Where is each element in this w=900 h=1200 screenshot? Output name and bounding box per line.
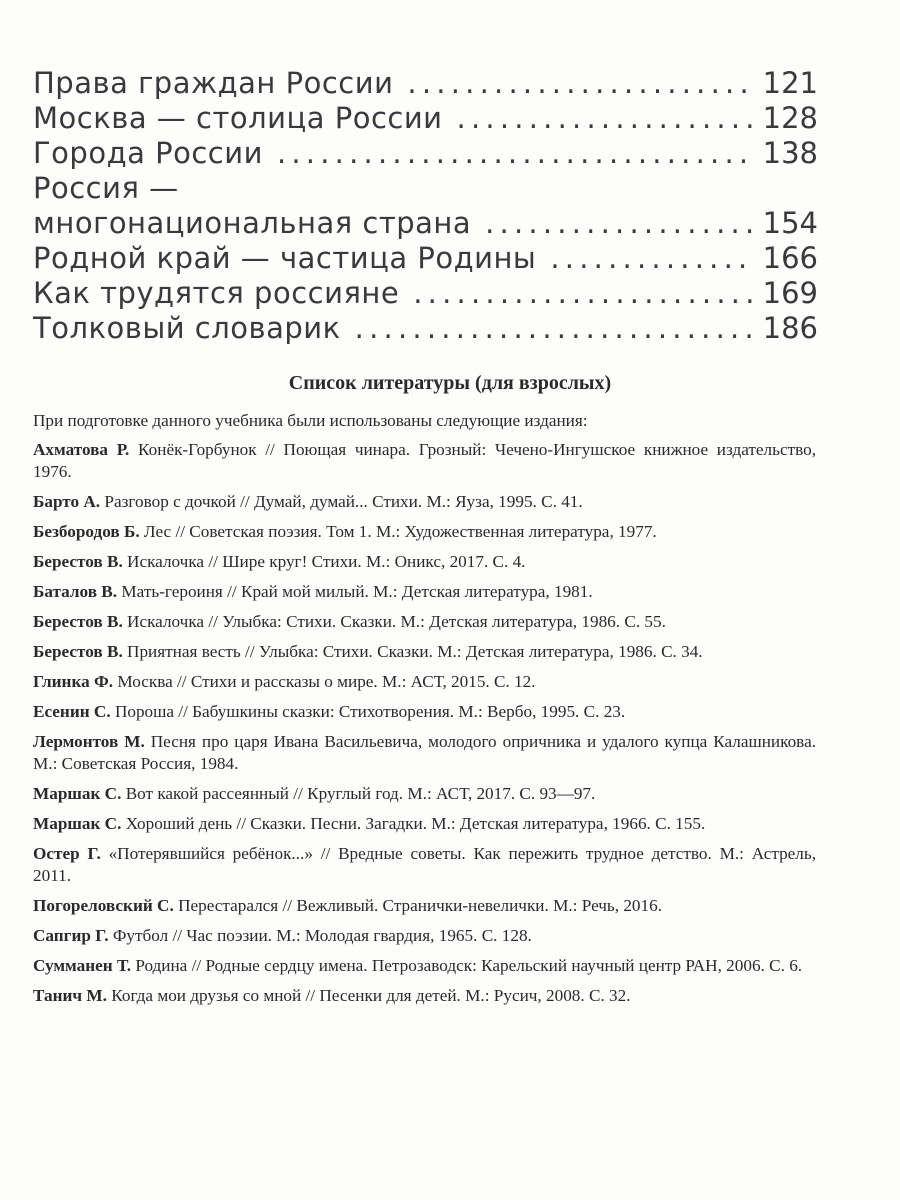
bibliography-entries — [33, 439, 816, 1007]
entry-author: Безбородов Б. — [33, 522, 140, 541]
entry-author: Барто А. — [33, 492, 101, 511]
toc-entry — [33, 136, 818, 171]
entry-author: Остер Г. — [33, 844, 101, 863]
entry-text: Футбол // Час поэзии. М.: Молодая гвардия, 1965. С. 128. — [112, 926, 532, 945]
entry-author: Погореловский С. — [33, 896, 174, 915]
toc-entry-title: Россия — — [33, 171, 179, 205]
toc-dot-leader — [550, 241, 754, 276]
entry-text: Родина // Родные сердцу имена. Петрозаводск: Карельский научный центр РАН, 2006. С. 6. — [135, 956, 803, 975]
bibliography-entry — [33, 581, 816, 603]
entry-author: Берестов В. — [33, 642, 123, 661]
toc-entry-title: Города России — [33, 136, 263, 170]
entry-author: Маршак С. — [33, 784, 122, 803]
bibliography-entry — [33, 955, 816, 977]
toc-entry — [33, 171, 818, 206]
bibliography — [33, 410, 816, 1015]
toc-entry-page: 128 — [762, 101, 818, 135]
entry-text: Когда мои друзья со мной // Песенки для детей. М.: Русич, 2008. С. 32. — [111, 986, 631, 1005]
toc-entry-page: 121 — [762, 66, 818, 100]
bibliography-entry — [33, 985, 816, 1007]
entry-author: Баталов В. — [33, 582, 118, 601]
toc-entry — [33, 311, 818, 346]
entry-text: Разговор с дочкой // Думай, думай... Стихи. М.: Яуза, 1995. С. 41. — [104, 492, 583, 511]
entry-text: Мать-героиня // Край мой милый. М.: Детская литература, 1981. — [121, 582, 593, 601]
bibliography-entry — [33, 843, 816, 887]
toc-entry — [33, 276, 818, 311]
entry-author: Маршак С. — [33, 814, 122, 833]
entry-author: Есенин С. — [33, 702, 111, 721]
bibliography-entry — [33, 783, 816, 805]
table-of-contents — [33, 66, 818, 346]
toc-dot-leader — [457, 101, 755, 136]
entry-text: Приятная весть // Улыбка: Стихи. Сказки. М.: Детская литература, 1986. С. 34. — [127, 642, 703, 661]
entry-author: Сумманен Т. — [33, 956, 132, 975]
bibliography-entry — [33, 671, 816, 693]
toc-entry-page: 138 — [762, 136, 818, 170]
bibliography-entry — [33, 439, 816, 483]
bibliography-entry — [33, 925, 816, 947]
toc-dot-leader — [407, 66, 754, 101]
toc-entry-title: Москва — столица России — [33, 101, 443, 135]
toc-entry-page: 186 — [762, 311, 818, 345]
entry-author: Сапгир Г. — [33, 926, 109, 945]
entry-text: Лес // Советская поэзия. Том 1. М.: Художественная литература, 1977. — [143, 522, 657, 541]
entry-author: Берестов В. — [33, 552, 123, 571]
entry-text: Искалочка // Шире круг! Стихи. М.: Оникс, 2017. С. 4. — [127, 552, 526, 571]
entry-text: «Потерявшийся ребёнок...» // Вредные советы. Как пережить трудное детство. М.: Астрель, 2011. — [33, 844, 817, 885]
toc-entry-title: Родной край — частица Родины — [33, 241, 537, 275]
entry-text: Хороший день // Сказки. Песни. Загадки. М.: Детская литература, 1966. С. 155. — [125, 814, 706, 833]
toc-dot-leader — [413, 276, 754, 311]
bibliography-entry — [33, 895, 816, 917]
bibliography-entry — [33, 701, 816, 723]
toc-entry-title: многонациональная страна — [33, 206, 472, 240]
bibliography-entry — [33, 641, 816, 663]
entry-author: Танич М. — [33, 986, 107, 1005]
entry-text: Вот какой рассеянный // Круглый год. М.: АСТ, 2017. С. 93—97. — [125, 784, 596, 803]
toc-entry-title: Толковый словарик — [33, 311, 341, 345]
entry-text: Перестарался // Вежливый. Странички-невелички. М.: Речь, 2016. — [178, 896, 663, 915]
bibliography-entry — [33, 551, 816, 573]
toc-entry — [33, 241, 818, 276]
entry-text: Пороша // Бабушкины сказки: Стихотворения. М.: Вербо, 1995. С. 23. — [114, 702, 626, 721]
entry-author: Лермонтов М. — [33, 732, 145, 751]
toc-entry-title: Как трудятся россияне — [33, 276, 400, 310]
toc-entry — [33, 66, 818, 101]
toc-entry — [33, 101, 818, 136]
bibliography-intro: При подготовке данного учебника были использованы следующие издания: — [33, 411, 588, 430]
toc-dot-leader — [485, 206, 755, 241]
toc-entry-page: 154 — [762, 206, 818, 240]
entry-author: Глинка Ф. — [33, 672, 114, 691]
entry-author: Ахматова Р. — [33, 440, 130, 459]
bibliography-entry — [33, 813, 816, 835]
toc-entry-page: 166 — [762, 241, 818, 275]
bibliography-title: Список литературы (для взрослых) — [288, 372, 612, 394]
toc-entry-title: Права граждан России — [33, 66, 394, 100]
entry-text: Конёк-Горбунок // Поющая чинара. Грозный: Чечено-Ингушское книжное издательство, 1976. — [33, 440, 816, 481]
entry-text: Москва // Стихи и рассказы о мире. М.: АСТ, 2015. С. 12. — [117, 672, 536, 691]
bibliography-entry — [33, 491, 816, 513]
entry-author: Берестов В. — [33, 612, 123, 631]
toc-entry-page: 169 — [762, 276, 818, 310]
bibliography-entry — [33, 521, 816, 543]
toc-dot-leader — [277, 136, 755, 171]
bibliography-entry — [33, 611, 816, 633]
bibliography-entry — [33, 731, 816, 775]
entry-text: Песня про царя Ивана Васильевича, молодого опричника и удалого купца Калашникова. М.: Советская Россия, 1984. — [33, 732, 816, 773]
toc-dot-leader — [355, 311, 755, 346]
entry-text: Искалочка // Улыбка: Стихи. Сказки. М.: Детская литература, 1986. С. 55. — [127, 612, 666, 631]
toc-entry — [33, 206, 818, 241]
